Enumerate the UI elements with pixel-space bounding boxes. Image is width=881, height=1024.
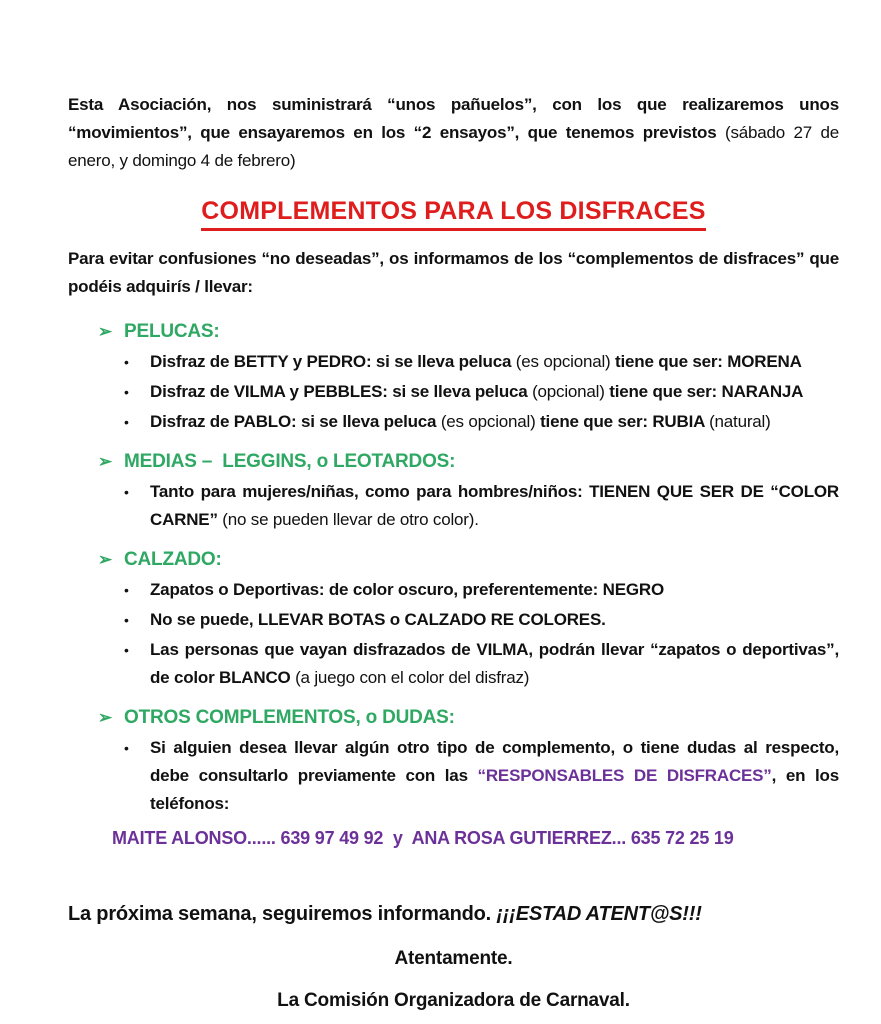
bullet-item	[124, 348, 839, 376]
arrow-bullet-icon: ➢	[98, 322, 113, 341]
section-heading-label: MEDIAS – LEGGINS, o LEOTARDOS:	[124, 451, 456, 472]
run-light: (a juego con el color del disfraz)	[295, 668, 530, 687]
bullet-item	[124, 734, 839, 818]
run-light: (opcional)	[532, 382, 610, 401]
run-bold: tiene que ser: NARANJA	[609, 382, 804, 401]
run-bold: Zapatos o Deportivas: de color oscuro, preferentemente: NEGRO	[150, 580, 664, 599]
section-heading-label: PELUCAS:	[124, 321, 220, 342]
section-heading-otros	[98, 704, 839, 732]
signoff-atentamente: Atentamente.	[394, 948, 513, 969]
run-bold: Las personas que vayan disfrazados de VILMA, podrán llevar “zapatos o deportivas”, de color BLANCO	[150, 640, 839, 687]
run-light: (es opcional)	[440, 412, 541, 431]
run-bold: tiene que ser: MORENA	[615, 352, 802, 371]
section-heading-label: OTROS COMPLEMENTOS, o DUDAS:	[124, 707, 455, 728]
intro-paragraph	[68, 91, 839, 175]
bullet-text	[150, 576, 839, 604]
closing-paragraph	[68, 903, 839, 926]
intro-light-text: (sábado 27 de enero, y domingo 4 de febrero)	[68, 123, 839, 170]
bullet-text	[150, 378, 839, 406]
section-heading-calzado	[98, 546, 839, 574]
arrow-bullet-icon: ➢	[98, 452, 113, 471]
section-otros	[68, 704, 839, 818]
bullet-text	[150, 348, 839, 376]
bullet-text	[150, 606, 839, 634]
bullet-dot-icon: •	[124, 384, 129, 400]
bullet-item	[124, 478, 839, 534]
arrow-bullet-icon: ➢	[98, 708, 113, 727]
section-medias	[68, 448, 839, 534]
section-heading-pelucas	[98, 318, 839, 346]
signoff-comision: La Comisión Organizadora de Carnaval.	[277, 990, 630, 1011]
arrow-bullet-icon: ➢	[98, 550, 113, 569]
bullet-item	[124, 408, 839, 436]
run-light: (es opcional)	[515, 352, 616, 371]
bullet-dot-icon: •	[124, 740, 129, 756]
bullet-item	[124, 606, 839, 634]
section-heading-medias	[98, 448, 839, 476]
run-bold: , en los teléfonos:	[150, 766, 839, 813]
bullet-item	[124, 378, 839, 406]
intro-bold-text: Esta Asociación, nos suministrará “unos pañuelos”, con los que realizaremos unos “movimientos”, que ensayaremos en los “2 ensayos”, que tenemos previstos	[68, 95, 839, 142]
title-row	[68, 197, 839, 231]
bullet-dot-icon: •	[124, 642, 129, 658]
bullet-text	[150, 734, 839, 818]
bullet-item	[124, 636, 839, 692]
run-bold: Si alguien desea llevar algún otro tipo de complemento, o tiene dudas al respecto, debe consultarlo previamente con las	[150, 738, 839, 785]
section-calzado	[68, 546, 839, 692]
closing-italic-text: ¡¡¡ESTAD ATENT@S!!!	[496, 903, 702, 925]
bullet-text	[150, 636, 839, 692]
closing-normal-text: La próxima semana, seguiremos informando.	[68, 903, 497, 925]
run-light: (no se pueden llevar de otro color).	[222, 510, 479, 529]
run-purple: “RESPONSABLES DE DISFRACES”	[477, 766, 772, 785]
bullet-dot-icon: •	[124, 612, 129, 628]
bullet-dot-icon: •	[124, 484, 129, 500]
run-light: (natural)	[709, 412, 771, 431]
bullet-text	[150, 408, 839, 436]
page-title: COMPLEMENTOS PARA LOS DISFRACES	[201, 197, 705, 231]
run-bold: Disfraz de PABLO: si se lleva peluca	[150, 412, 441, 431]
run-bold: Tanto para mujeres/niñas, como para hombres/niños: TIENEN QUE SER DE “COLOR CARNE”	[150, 482, 839, 529]
bullet-dot-icon: •	[124, 582, 129, 598]
lead-bold-text: Para evitar confusiones “no deseadas”, os informamos de los “complementos de disfraces” que podéis adquirís / llevar:	[68, 249, 839, 296]
section-heading-label: CALZADO:	[124, 549, 222, 570]
bullet-dot-icon: •	[124, 354, 129, 370]
run-bold: Disfraz de BETTY y PEDRO: si se lleva peluca	[150, 352, 516, 371]
bullet-text	[150, 478, 839, 534]
bullet-item	[124, 576, 839, 604]
bullet-dot-icon: •	[124, 414, 129, 430]
section-pelucas	[68, 318, 839, 436]
phones-line: MAITE ALONSO...... 639 97 49 92 y ANA ROSA GUTIERREZ... 635 72 25 19	[112, 828, 734, 848]
run-bold: No se puede, LLEVAR BOTAS o CALZADO RE COLORES.	[150, 610, 606, 629]
run-bold: tiene que ser: RUBIA	[540, 412, 710, 431]
lead-paragraph	[68, 245, 839, 301]
run-bold: Disfraz de VILMA y PEBBLES: si se lleva peluca	[150, 382, 533, 401]
